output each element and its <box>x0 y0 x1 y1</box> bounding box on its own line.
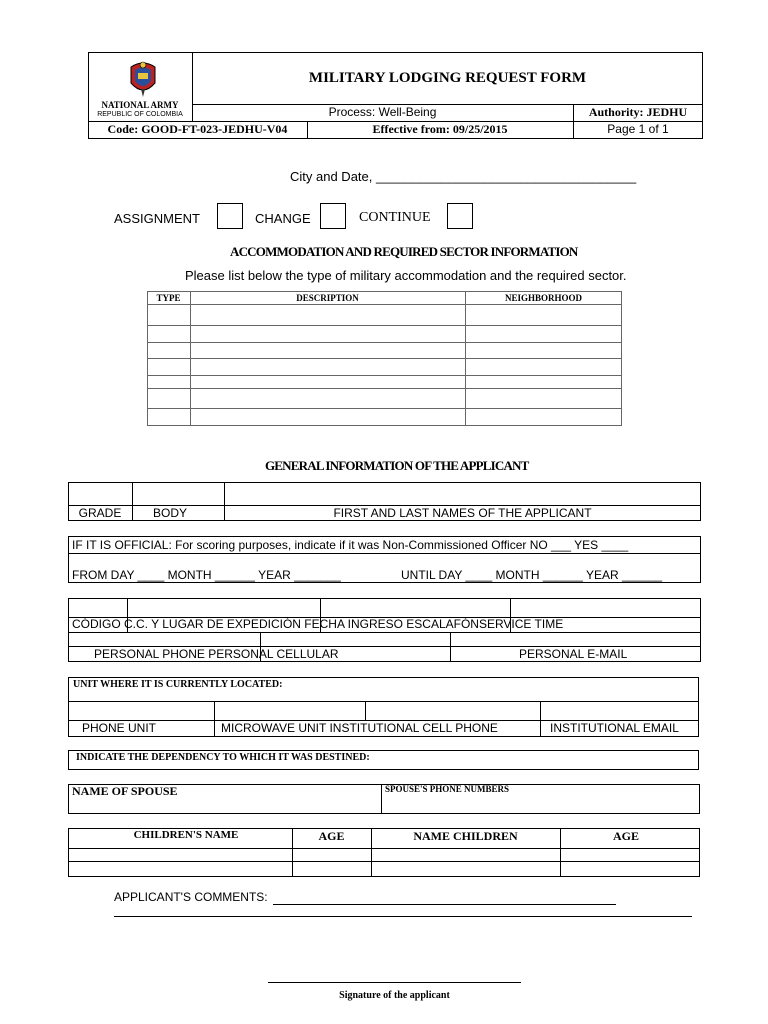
code-label: Code: GOOD-FT-023-JEDHU-V04 <box>107 122 288 136</box>
institutional-email-label: INSTITUTIONAL EMAIL <box>550 721 679 735</box>
signature-line[interactable] <box>268 982 521 983</box>
body-label: BODY <box>152 506 187 520</box>
org-name: NATIONAL ARMY <box>101 100 179 110</box>
col-age-1: AGE <box>318 829 345 843</box>
change-checkbox[interactable] <box>320 203 346 229</box>
authority-label: Authority: JEDHU <box>588 105 688 119</box>
army-crest-icon <box>127 59 159 99</box>
continue-label: CONTINUE <box>359 210 431 225</box>
spouse-name-label: NAME OF SPOUSE <box>72 784 178 798</box>
process-label: Process: Well-Being <box>328 105 437 119</box>
general-heading: GENERAL INFORMATION OF THE APPLICANT <box>265 458 529 473</box>
personal-email-label: PERSONAL E-MAIL <box>519 647 628 661</box>
assignment-checkbox[interactable] <box>217 203 243 229</box>
accommodation-instruction: Please list below the type of military accommodation and the required sector. <box>185 268 627 283</box>
assignment-label: ASSIGNMENT <box>114 211 200 226</box>
change-label: CHANGE <box>255 211 311 226</box>
col-age-2: AGE <box>612 829 639 843</box>
org-subtitle: REPUBLIC OF COLOMBIA <box>97 111 183 118</box>
dependency-label: INDICATE THE DEPENDENCY TO WHICH IT WAS DESTINED: <box>76 752 370 763</box>
official-line: IF IT IS OFFICIAL: For scoring purposes, indicate if it was Non-Commissioned Officer NO ___ YES ____ <box>72 538 629 552</box>
col-description: DESCRIPTION <box>296 293 359 303</box>
page-number: Page 1 of 1 <box>607 122 669 136</box>
city-date-field[interactable]: City and Date, ____________________________________ <box>290 169 637 184</box>
phone-unit-label: PHONE UNIT <box>82 721 157 735</box>
microwave-unit-label: MICROWAVE UNIT INSTITUTIONAL CELL PHONE <box>221 721 498 735</box>
col-type: TYPE <box>156 293 181 303</box>
signature-label: Signature of the applicant <box>339 990 450 1001</box>
accommodation-heading: ACCOMMODATION AND REQUIRED SECTOR INFORMATION <box>230 244 578 259</box>
comments-line-2[interactable] <box>114 916 692 917</box>
effective-label: Effective from: 09/25/2015 <box>372 122 508 136</box>
id-row-labels: CÓDIGO C.C. Y LUGAR DE EXPEDICIÓN FECHA INGRESO ESCALAFÓNSERVICE TIME <box>72 617 564 631</box>
until-date-line: UNTIL DAY ____ MONTH ______ YEAR ______ <box>401 568 663 582</box>
from-date-line: FROM DAY ____ MONTH ______ YEAR _______ <box>72 568 341 582</box>
grade-label: GRADE <box>78 506 122 520</box>
continue-checkbox[interactable] <box>447 203 473 229</box>
col-neighborhood: NEIGHBORHOOD <box>504 293 582 303</box>
unit-location-label: UNIT WHERE IT IS CURRENTLY LOCATED: <box>73 679 283 690</box>
personal-phone-label: PERSONAL PHONE PERSONAL CELLULAR <box>94 647 339 661</box>
names-label: FIRST AND LAST NAMES OF THE APPLICANT <box>333 506 592 520</box>
col-children-name: CHILDREN'S NAME <box>133 829 239 841</box>
comments-label: APPLICANT'S COMMENTS: <box>114 890 268 904</box>
form-title: MILITARY LODGING REQUEST FORM <box>308 70 587 86</box>
comments-line-1[interactable] <box>273 904 616 905</box>
spouse-phones-label: SPOUSE'S PHONE NUMBERS <box>385 784 510 794</box>
col-name-children: NAME CHILDREN <box>413 829 518 843</box>
